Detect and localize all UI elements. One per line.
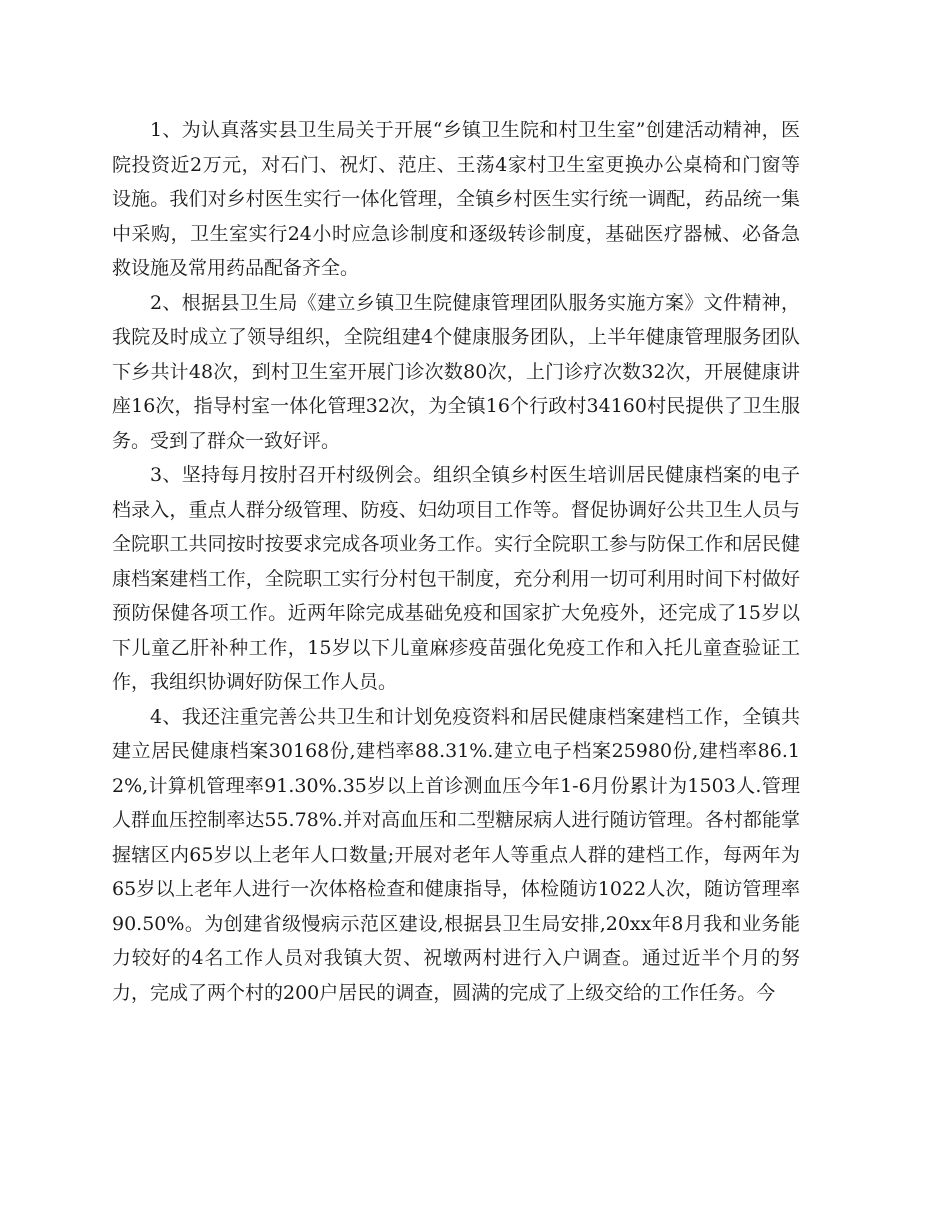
paragraph-1: 1、为认真落实县卫生局关于开展“乡镇卫生院和村卫生室”创建活动精神，医院投资近2万元，对石门、祝灯、范庄、王荡4家村卫生室更换办公桌椅和门窗等设施。我们对乡村医生实行一体化管理，全镇乡村医生实行统一调配，药品统一集中采购，卫生室实行24小时应急诊制度和逐级转诊制度，基础医疗器械、必备急救设施及常用药品配备齐全。 [112,119,800,279]
paragraph-3: 3、坚持每月按肘召开村级例会。组织全镇乡村医生培训居民健康档案的电子档录入，重点人群分级管理、防疫、妇幼项目工作等。督促协调好公共卫生人员与全院职工共同按时按要求完成各项业务工作。实行全院职工参与防保工作和居民健康档案建档工作，全院职工实行分村包干制度，充分利用一切可利用时间下村做好预防保健各项工作。近两年除完成基础免疫和国家扩大免疫外，还完成了15岁以下儿童乙肝补种工作，15岁以下儿童麻疹疫苗强化免疫工作和入托儿童查验证工作，我组织协调好防保工作人员。 [112,464,800,693]
paragraph-4: 4、我还注重完善公共卫生和计划免疫资料和居民健康档案建档工作，全镇共建立居民健康档案30168份,建档率88.31%.建立电子档案25980份,建档率86.12%,计算机管理率91.30%.35岁以上首诊测血压今年1-6月份累计为1503人.管理人群血压控制率达55.78%.并对高血压和二型糖尿病人进行随访管理。各村都能掌握辖区内65岁以上老年人口数量;开展对老年人等重点人群的建档工作，每两年为65岁以上老年人进行一次体格检查和健康指导，体检随访1022人次，随访管理率90.50%。为创建省级慢病示范区建设,根据县卫生局安排,20xx年8月我和业务能力较好的4名工作人员对我镇大贺、祝墩两村进行入户调查。通过近半个月的努力，完成了两个村的200户居民的调查，圆满的完成了上级交给的工作任务。今 [112,705,800,1004]
document-body [112,113,800,1010]
paragraph-2: 2、根据县卫生局《建立乡镇卫生院健康管理团队服务实施方案》文件精神，我院及时成立了领导组织，全院组建4个健康服务团队，上半年健康管理服务团队下乡共计48次，到村卫生室开展门诊次数80次，上门诊疗次数32次，开展健康讲座16次，指导村室一体化管理32次，为全镇16个行政村34160村民提供了卫生服务。受到了群众一致好评。 [112,291,800,452]
